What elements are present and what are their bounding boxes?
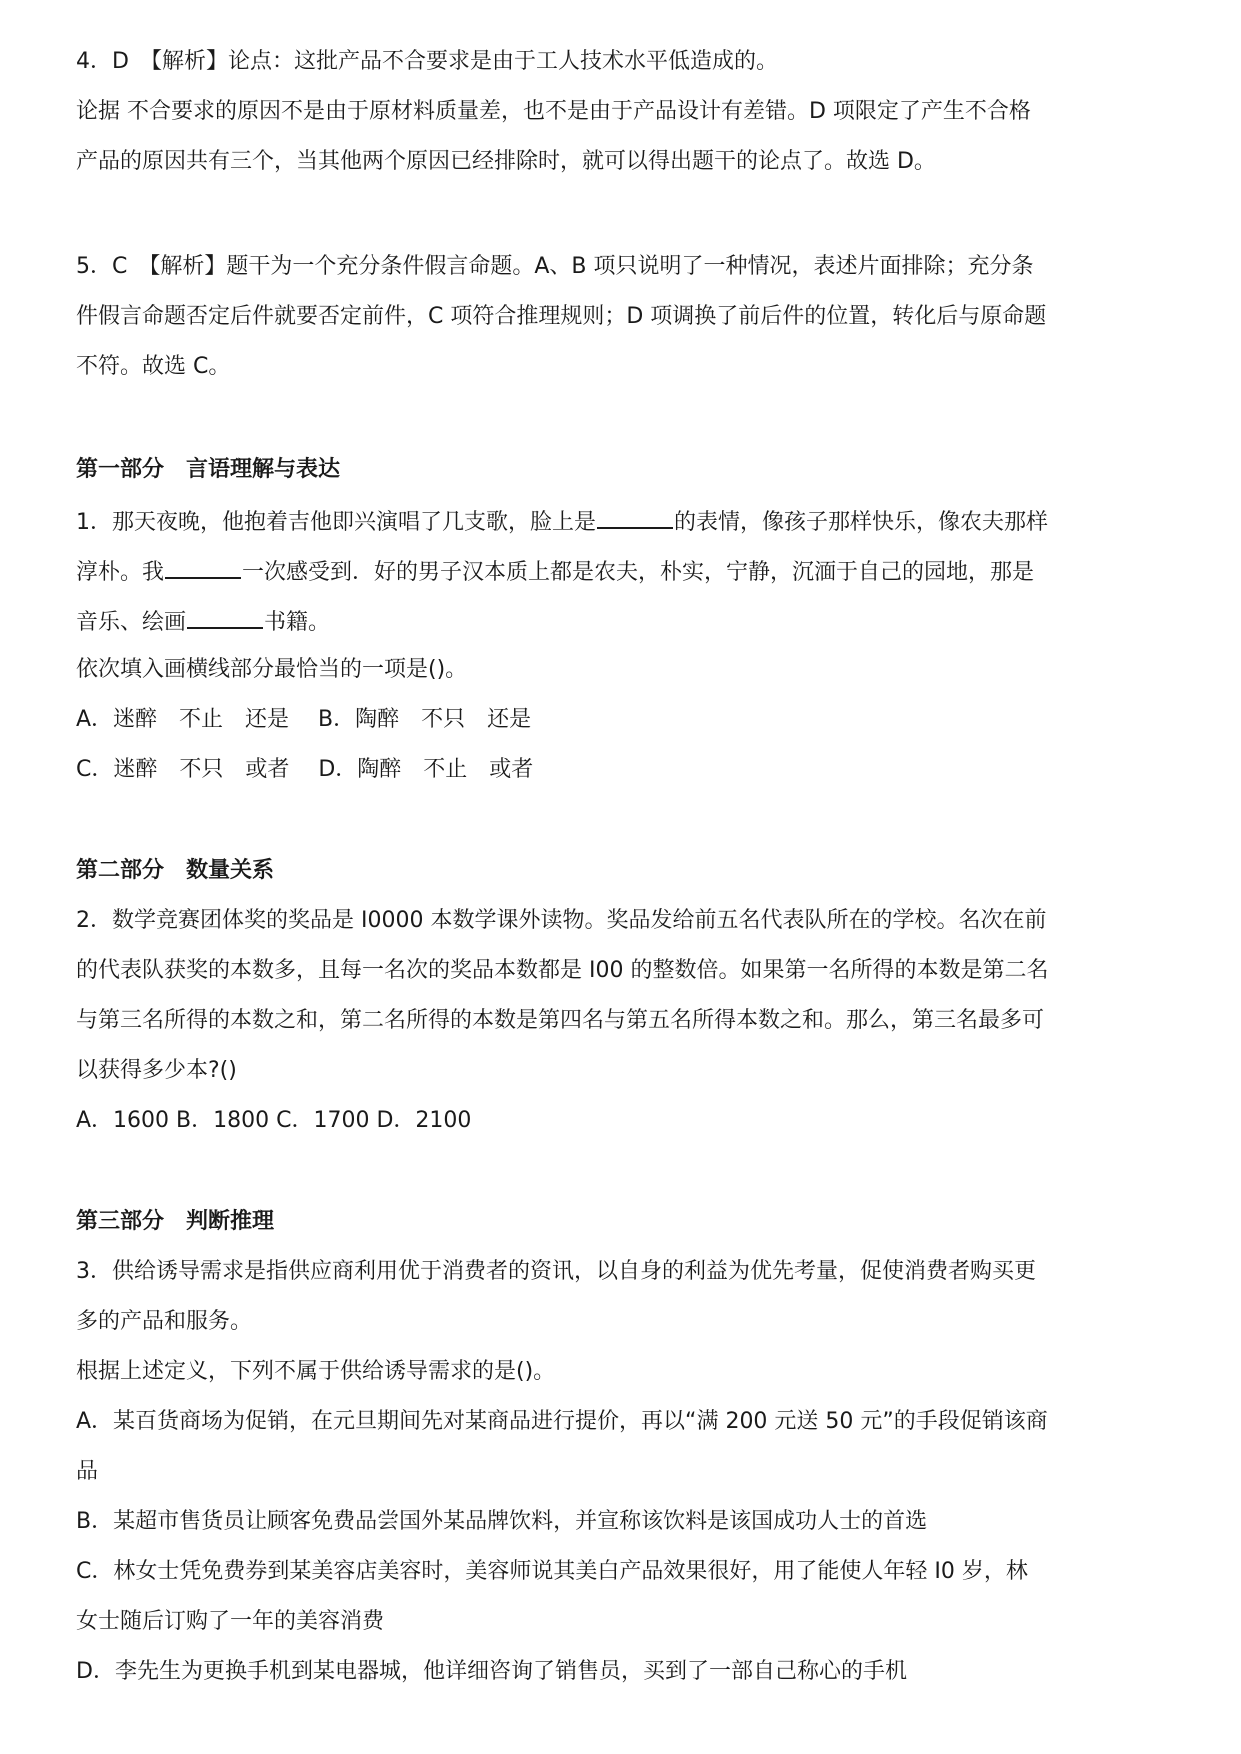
q3-line-1: 3．供给诱导需求是指供应商利用优于消费者的资讯，以自身的利益为优先考量，促使消费者购买更 bbox=[76, 1259, 1037, 1284]
q2-options: A．1600 B．1800 C．1700 D．2100 bbox=[76, 1108, 472, 1133]
q1-options-ab: A．迷醉 不止 还是 B．陶醉 不只 还是 bbox=[76, 707, 532, 732]
q3-option-c-line-2: 女士随后订购了一年的美容消费 bbox=[76, 1609, 385, 1634]
part1-heading: 第一部分 言语理解与表达 bbox=[76, 457, 341, 482]
q4-line-1: 4．D 【解析】论点：这批产品不合要求是由于工人技术水平低造成的。 bbox=[76, 49, 778, 74]
q3-option-a-line-2: 品 bbox=[76, 1459, 99, 1484]
q1-line-2-b: 一次感受到．好的男子汉本质上都是农夫，朴实，宁静，沉湎于自己的园地，那是 bbox=[242, 560, 1035, 585]
q5-line-3: 不符。故选 C。 bbox=[76, 354, 231, 379]
q3-prompt: 根据上述定义，下列不属于供给诱导需求的是()。 bbox=[76, 1359, 556, 1384]
q4-line-3: 产品的原因共有三个，当其他两个原因已经排除时，就可以得出题干的论点了。故选 D。 bbox=[76, 149, 936, 174]
q1-line-3 bbox=[76, 605, 1181, 638]
fill-blank-2 bbox=[165, 555, 241, 579]
part3-heading: 第三部分 判断推理 bbox=[76, 1209, 275, 1234]
q3-option-c-line-1: C．林女士凭免费券到某美容店美容时，美容师说其美白产品效果很好，用了能使人年轻 I0 岁，林 bbox=[76, 1559, 1028, 1584]
q1-line-2 bbox=[76, 555, 1181, 588]
q1-prompt: 依次填入画横线部分最恰当的一项是()。 bbox=[76, 657, 468, 682]
q5-line-2: 件假言命题否定后件就要否定前件，C 项符合推理规则；D 项调换了前后件的位置，转化后与原命题 bbox=[76, 304, 1047, 329]
q1-line-2-a: 淳朴。我 bbox=[76, 560, 165, 585]
q1-line-3-a: 音乐、绘画 bbox=[76, 610, 187, 635]
part2-heading: 第二部分 数量关系 bbox=[76, 858, 275, 883]
q3-option-b: B．某超市售货员让顾客免费品尝国外某品牌饮料，并宣称该饮料是该国成功人士的首选 bbox=[76, 1509, 928, 1534]
q2-line-3: 与第三名所得的本数之和，第二名所得的本数是第四名与第五名所得本数之和。那么，第三名最多可 bbox=[76, 1008, 1045, 1033]
q3-line-2: 多的产品和服务。 bbox=[76, 1309, 253, 1334]
q1-options-cd: C．迷醉 不只 或者 D．陶醉 不止 或者 bbox=[76, 757, 534, 782]
q3-option-d: D．李先生为更换手机到某电器城，他详细咨询了销售员，买到了一部自己称心的手机 bbox=[76, 1659, 907, 1684]
q1-line-1-b: 的表情，像孩子那样快乐，像农夫那样 bbox=[674, 510, 1049, 535]
q3-option-a-line-1: A．某百货商场为促销，在元旦期间先对某商品进行提价，再以“满 200 元送 50 元”的手段促销该商 bbox=[76, 1409, 1048, 1434]
q4-line-2: 论据 不合要求的原因不是由于原材料质量差，也不是由于产品设计有差错。D 项限定了产生不合格 bbox=[76, 99, 1031, 124]
q1-line-1 bbox=[76, 505, 1181, 538]
fill-blank-1 bbox=[597, 505, 673, 529]
fill-blank-3 bbox=[187, 605, 263, 629]
q1-line-3-b: 书籍。 bbox=[264, 610, 331, 635]
q2-line-1: 2．数学竞赛团体奖的奖品是 I0000 本数学课外读物。奖品发给前五名代表队所在的学校。名次在前 bbox=[76, 908, 1047, 933]
q2-line-4: 以获得多少本?() bbox=[76, 1058, 237, 1083]
q2-line-2: 的代表队获奖的本数多，且每一名次的奖品本数都是 I00 的整数倍。如果第一名所得的本数是第二名 bbox=[76, 958, 1049, 983]
q1-line-1-a: 1．那天夜晚，他抱着吉他即兴演唱了几支歌，脸上是 bbox=[76, 510, 596, 535]
q5-line-1: 5．C 【解析】题干为一个充分条件假言命题。A、B 项只说明了一种情况，表述片面排除；充分条 bbox=[76, 254, 1034, 279]
